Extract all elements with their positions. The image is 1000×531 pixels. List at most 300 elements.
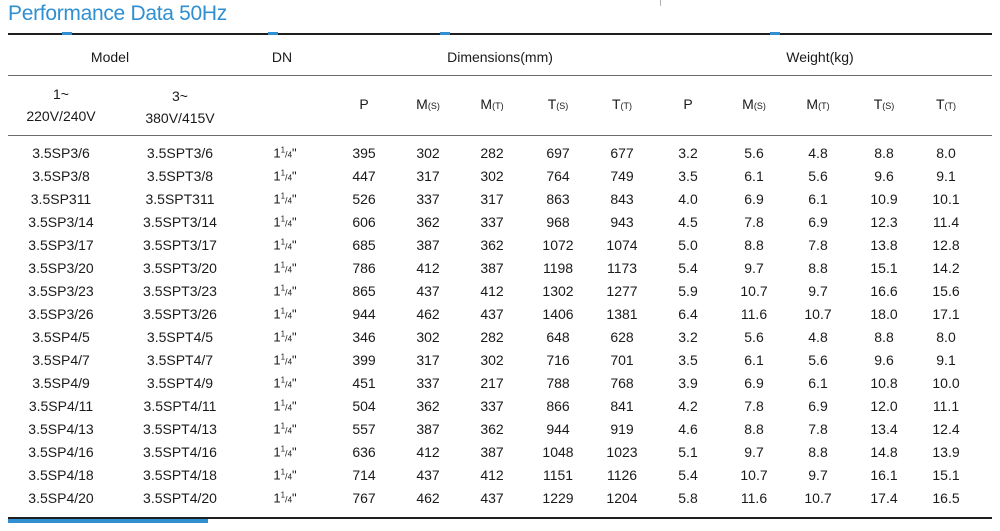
- dimension-cell: 317: [416, 168, 440, 184]
- dimension-cell: 437: [416, 283, 440, 299]
- model-single-phase: 3.5SP3/23: [28, 283, 94, 299]
- model-three-phase: 3.5SPT311: [145, 191, 215, 207]
- weight-cell: 5.6: [808, 168, 828, 184]
- dn-numerator: 1: [280, 329, 286, 339]
- dn-denominator: 4: [287, 449, 293, 459]
- dn-mark: ": [292, 168, 297, 184]
- weight-cell: 10.7: [740, 467, 768, 483]
- three-phase-volts: 380V/415V: [145, 110, 215, 126]
- weight-cell: 4.6: [678, 421, 698, 437]
- subheader-sub: (T): [944, 101, 957, 111]
- dn-slash: /: [285, 333, 288, 344]
- dimension-cell: 866: [546, 398, 570, 414]
- dn-slash: /: [285, 287, 288, 298]
- dn-whole: 1: [273, 191, 281, 207]
- weight-cell: 10.7: [804, 490, 832, 506]
- model-single-phase: 3.5SP3/20: [28, 260, 94, 276]
- dn-value: [273, 146, 296, 161]
- dimension-cell: 636: [352, 444, 376, 460]
- subheader-weight-m-s: [742, 96, 766, 112]
- subheader-main: M: [742, 96, 754, 112]
- weight-cell: 15.6: [932, 283, 960, 299]
- weight-cell: 11.1: [932, 398, 960, 414]
- dn-denominator: 4: [287, 150, 293, 160]
- model-single-phase: 3.5SP4/18: [28, 467, 94, 483]
- dimension-cell: 526: [352, 191, 376, 207]
- weight-cell: 9.7: [808, 467, 828, 483]
- dn-slash: /: [285, 172, 288, 183]
- dimension-cell: 788: [546, 375, 570, 391]
- dimension-cell: 395: [352, 145, 376, 161]
- dn-whole: 1: [273, 168, 281, 184]
- dimension-cell: 1381: [606, 306, 638, 322]
- subheader-main: M: [416, 96, 428, 112]
- dn-numerator: 1: [280, 467, 286, 477]
- weight-cell: 9.7: [744, 260, 764, 276]
- dn-slash: /: [285, 218, 288, 229]
- dn-mark: ": [292, 352, 297, 368]
- model-three-phase: 3.5SPT4/9: [146, 375, 214, 391]
- weight-cell: 5.8: [678, 490, 698, 506]
- weight-cell: 9.7: [744, 444, 764, 460]
- weight-cell: 5.1: [678, 444, 698, 460]
- model-three-phase: 3.5SPT3/23: [143, 283, 217, 299]
- weight-cell: 16.6: [870, 283, 898, 299]
- model-three-phase: 3.5SPT4/11: [143, 398, 217, 414]
- header-separator: [8, 135, 992, 136]
- subheader-main: P: [683, 96, 693, 112]
- weight-cell: 5.6: [808, 352, 828, 368]
- dn-numerator: 1: [280, 237, 286, 247]
- dimension-cell: 1126: [606, 467, 638, 483]
- dn-denominator: 4: [287, 219, 293, 229]
- model-single-phase: 3.5SP4/13: [28, 421, 94, 437]
- dimension-cell: 1072: [542, 237, 574, 253]
- model-three-phase: 3.5SPT3/6: [146, 145, 214, 161]
- dn-whole: 1: [273, 283, 281, 299]
- dimension-cell: 412: [416, 444, 440, 460]
- dimension-cell: 764: [546, 168, 570, 184]
- weight-cell: 8.8: [874, 145, 894, 161]
- weight-cell: 6.1: [744, 168, 764, 184]
- weight-cell: 12.4: [932, 421, 960, 437]
- weight-cell: 3.2: [678, 329, 698, 345]
- subheader-sub: (S): [882, 101, 895, 111]
- model-single-phase: 3.5SP3/14: [28, 214, 94, 230]
- model-three-phase: 3.5SPT4/18: [143, 467, 217, 483]
- dimension-cell: 677: [610, 145, 634, 161]
- dn-denominator: 4: [287, 311, 293, 321]
- subheader-weight-p: [683, 96, 692, 112]
- dimension-cell: 387: [480, 260, 504, 276]
- weight-cell: 8.0: [936, 329, 956, 345]
- weight-cell: 8.8: [808, 260, 828, 276]
- weight-cell: 4.8: [808, 145, 828, 161]
- accent-bar: [8, 519, 208, 523]
- dimension-cell: 362: [480, 421, 504, 437]
- weight-cell: 8.8: [744, 237, 764, 253]
- weight-cell: 17.4: [870, 490, 898, 506]
- weight-cell: 5.4: [678, 467, 698, 483]
- weight-cell: 9.1: [936, 168, 956, 184]
- dn-whole: 1: [273, 375, 281, 391]
- model-three-phase: 3.5SPT3/20: [143, 260, 217, 276]
- dn-denominator: 4: [287, 472, 293, 482]
- subheader-sub: (S): [427, 101, 440, 111]
- single-phase-volts: 220V/240V: [26, 108, 96, 124]
- dimension-cell: 1277: [606, 283, 638, 299]
- dn-slash: /: [285, 310, 288, 321]
- subheader-dim-m-t: [480, 96, 503, 112]
- dn-denominator: 4: [287, 380, 293, 390]
- weight-cell: 16.1: [870, 467, 898, 483]
- model-single-phase: 3.5SP3/17: [28, 237, 94, 253]
- weight-cell: 5.6: [744, 329, 764, 345]
- dimension-cell: 919: [610, 421, 634, 437]
- header-weight: Weight(kg): [786, 49, 854, 65]
- dimension-cell: 944: [352, 306, 376, 322]
- model-single-phase: 3.5SP4/11: [28, 398, 94, 414]
- dn-denominator: 4: [287, 357, 293, 367]
- model-single-phase: 3.5SP4/5: [32, 329, 90, 345]
- model-three-phase: 3.5SPT3/8: [146, 168, 214, 184]
- model-three-phase: 3.5SPT4/20: [143, 490, 217, 506]
- weight-cell: 8.0: [936, 145, 956, 161]
- dn-numerator: 1: [280, 283, 286, 293]
- model-three-phase: 3.5SPT3/17: [143, 237, 217, 253]
- weight-cell: 13.4: [870, 421, 898, 437]
- weight-cell: 8.8: [808, 444, 828, 460]
- model-three-phase: 3.5SPT3/26: [143, 306, 217, 322]
- model-single-phase: 3.5SP4/9: [32, 375, 90, 391]
- dn-value: [273, 445, 296, 460]
- dn-numerator: 1: [280, 421, 286, 431]
- dn-value: [273, 330, 296, 345]
- dn-value: [273, 307, 296, 322]
- dn-denominator: 4: [287, 426, 293, 436]
- dn-value: [273, 215, 296, 230]
- dimension-cell: 399: [352, 352, 376, 368]
- dn-value: [273, 192, 296, 207]
- dn-slash: /: [285, 241, 288, 252]
- dn-slash: /: [285, 264, 288, 275]
- dimension-cell: 337: [416, 191, 440, 207]
- dn-slash: /: [285, 402, 288, 413]
- weight-cell: 14.8: [870, 444, 898, 460]
- dn-denominator: 4: [287, 265, 293, 275]
- dn-whole: 1: [273, 398, 281, 414]
- dn-value: [273, 169, 296, 184]
- dimension-cell: 302: [480, 168, 504, 184]
- dimension-cell: 437: [480, 306, 504, 322]
- dimension-cell: 346: [352, 329, 376, 345]
- dn-numerator: 1: [280, 375, 286, 385]
- dimension-cell: 1229: [542, 490, 574, 506]
- dn-whole: 1: [273, 490, 281, 506]
- dn-slash: /: [285, 494, 288, 505]
- dn-slash: /: [285, 448, 288, 459]
- dimension-cell: 217: [480, 375, 504, 391]
- accent-mark: [770, 32, 780, 35]
- dimension-cell: 628: [610, 329, 634, 345]
- model-single-phase: 3.5SP3/26: [28, 306, 94, 322]
- weight-cell: 12.8: [932, 237, 960, 253]
- header-separator: [8, 75, 992, 76]
- weight-cell: 6.1: [808, 375, 828, 391]
- dimension-cell: 437: [416, 467, 440, 483]
- dimension-cell: 362: [480, 237, 504, 253]
- dimension-cell: 387: [480, 444, 504, 460]
- dn-mark: ": [292, 490, 297, 506]
- dn-numerator: 1: [280, 352, 286, 362]
- weight-cell: 15.1: [870, 260, 898, 276]
- dn-mark: ": [292, 398, 297, 414]
- dimension-cell: 786: [352, 260, 376, 276]
- dn-mark: ": [292, 283, 297, 299]
- weight-cell: 3.5: [678, 168, 698, 184]
- dimension-cell: 302: [480, 352, 504, 368]
- dn-numerator: 1: [280, 398, 286, 408]
- weight-cell: 10.8: [870, 375, 898, 391]
- weight-cell: 15.1: [932, 467, 960, 483]
- subheader-main: T: [547, 96, 557, 112]
- subheader-main: T: [873, 96, 883, 112]
- dimension-cell: 701: [610, 352, 634, 368]
- subheader-weight-m-t: [806, 96, 829, 112]
- dimension-cell: 768: [610, 375, 634, 391]
- weight-cell: 12.0: [870, 398, 898, 414]
- weight-cell: 11.4: [932, 214, 960, 230]
- weight-cell: 7.8: [744, 398, 764, 414]
- dimension-cell: 282: [480, 329, 504, 345]
- dn-mark: ": [292, 260, 297, 276]
- dn-value: [273, 491, 296, 506]
- dimension-cell: 462: [416, 306, 440, 322]
- dimension-cell: 863: [546, 191, 570, 207]
- dn-value: [273, 399, 296, 414]
- dn-whole: 1: [273, 145, 281, 161]
- dn-numerator: 1: [280, 145, 286, 155]
- subheader-dim-p: [359, 96, 368, 112]
- dimension-cell: 557: [352, 421, 376, 437]
- dn-denominator: 4: [287, 196, 293, 206]
- subheader-dim-t-t: [612, 96, 632, 112]
- dn-whole: 1: [273, 421, 281, 437]
- dn-denominator: 4: [287, 173, 293, 183]
- dn-mark: ": [292, 214, 297, 230]
- weight-cell: 8.8: [744, 421, 764, 437]
- dimension-cell: 337: [416, 375, 440, 391]
- dimension-cell: 362: [416, 214, 440, 230]
- weight-cell: 5.4: [678, 260, 698, 276]
- weight-cell: 3.5: [678, 352, 698, 368]
- weight-cell: 18.0: [870, 306, 898, 322]
- dimension-cell: 685: [352, 237, 376, 253]
- dn-denominator: 4: [287, 288, 293, 298]
- dn-mark: ": [292, 191, 297, 207]
- dimension-cell: 1406: [542, 306, 574, 322]
- dn-numerator: 1: [280, 214, 286, 224]
- dimension-cell: 412: [480, 283, 504, 299]
- weight-cell: 7.8: [744, 214, 764, 230]
- accent-mark: [268, 32, 278, 35]
- dn-whole: 1: [273, 214, 281, 230]
- dn-whole: 1: [273, 237, 281, 253]
- dn-denominator: 4: [287, 242, 293, 252]
- weight-cell: 13.9: [932, 444, 960, 460]
- weight-cell: 4.5: [678, 214, 698, 230]
- dimension-cell: 1074: [606, 237, 638, 253]
- dimension-cell: 865: [352, 283, 376, 299]
- accent-mark: [62, 32, 72, 35]
- weight-cell: 6.1: [744, 352, 764, 368]
- model-three-phase: 3.5SPT3/14: [143, 214, 217, 230]
- dimension-cell: 302: [416, 329, 440, 345]
- dimension-cell: 841: [610, 398, 634, 414]
- subheader-dim-m-s: [416, 96, 440, 112]
- dimension-cell: 714: [352, 467, 376, 483]
- weight-cell: 9.6: [874, 352, 894, 368]
- subheader-main: P: [359, 96, 369, 112]
- dn-mark: ": [292, 237, 297, 253]
- dn-numerator: 1: [280, 490, 286, 500]
- dimension-cell: 697: [546, 145, 570, 161]
- dn-slash: /: [285, 425, 288, 436]
- dimension-cell: 749: [610, 168, 634, 184]
- weight-cell: 6.9: [744, 191, 764, 207]
- dimension-cell: 451: [352, 375, 376, 391]
- weight-cell: 10.1: [932, 191, 960, 207]
- weight-cell: 6.9: [808, 398, 828, 414]
- model-single-phase: 3.5SP3/6: [32, 145, 90, 161]
- dn-mark: ": [292, 421, 297, 437]
- dn-mark: ": [292, 467, 297, 483]
- dn-numerator: 1: [280, 306, 286, 316]
- dimension-cell: 944: [546, 421, 570, 437]
- weight-cell: 7.8: [808, 421, 828, 437]
- accent-mark: [440, 32, 450, 35]
- weight-cell: 4.0: [678, 191, 698, 207]
- dn-whole: 1: [273, 352, 281, 368]
- dn-whole: 1: [273, 444, 281, 460]
- three-phase-symbol: 3~: [172, 88, 188, 104]
- dimension-cell: 412: [416, 260, 440, 276]
- weight-cell: 4.8: [808, 329, 828, 345]
- dn-slash: /: [285, 356, 288, 367]
- dimension-cell: 412: [480, 467, 504, 483]
- dimension-cell: 317: [416, 352, 440, 368]
- dimension-cell: 843: [610, 191, 634, 207]
- weight-cell: 6.9: [744, 375, 764, 391]
- weight-cell: 9.7: [808, 283, 828, 299]
- dimension-cell: 387: [416, 237, 440, 253]
- model-three-phase: 3.5SPT4/13: [143, 421, 217, 437]
- dimension-cell: 337: [480, 214, 504, 230]
- dn-numerator: 1: [280, 168, 286, 178]
- weight-cell: 16.5: [932, 490, 960, 506]
- model-single-phase: 3.5SP4/16: [28, 444, 94, 460]
- dn-slash: /: [285, 149, 288, 160]
- dimension-cell: 943: [610, 214, 634, 230]
- model-three-phase: 3.5SPT4/16: [143, 444, 217, 460]
- dn-mark: ": [292, 444, 297, 460]
- weight-cell: 5.9: [678, 283, 698, 299]
- dimension-cell: 302: [416, 145, 440, 161]
- model-single-phase: 3.5SP4/20: [28, 490, 94, 506]
- dimension-cell: 1198: [542, 260, 574, 276]
- header-dn: DN: [271, 49, 293, 65]
- weight-cell: 5.0: [678, 237, 698, 253]
- weight-cell: 14.2: [932, 260, 960, 276]
- dn-mark: ": [292, 306, 297, 322]
- weight-cell: 6.1: [808, 191, 828, 207]
- dimension-cell: 968: [546, 214, 570, 230]
- weight-cell: 9.1: [936, 352, 956, 368]
- dimension-cell: 1048: [542, 444, 574, 460]
- subheader-sub: (T): [620, 101, 633, 111]
- dn-value: [273, 422, 296, 437]
- dn-whole: 1: [273, 306, 281, 322]
- dimension-cell: 606: [352, 214, 376, 230]
- dn-value: [273, 468, 296, 483]
- model-single-phase: 3.5SP3/8: [32, 168, 90, 184]
- weight-cell: 4.2: [678, 398, 698, 414]
- weight-cell: 10.7: [740, 283, 768, 299]
- subheader-sub: (T): [492, 101, 504, 111]
- dimension-cell: 387: [416, 421, 440, 437]
- weight-cell: 10.0: [932, 375, 960, 391]
- header-model: Model: [90, 49, 130, 65]
- dn-slash: /: [285, 195, 288, 206]
- subheader-sub: (S): [753, 101, 766, 111]
- dn-value: [273, 376, 296, 391]
- dn-denominator: 4: [287, 495, 293, 505]
- weight-cell: 11.6: [740, 306, 768, 322]
- subheader-main: T: [935, 96, 945, 112]
- weight-cell: 13.8: [870, 237, 898, 253]
- dn-slash: /: [285, 471, 288, 482]
- dn-mark: ": [292, 375, 297, 391]
- weight-cell: 17.1: [932, 306, 960, 322]
- dimension-cell: 282: [480, 145, 504, 161]
- header-three-phase: [145, 85, 214, 129]
- dn-slash: /: [285, 379, 288, 390]
- weight-cell: 9.6: [874, 168, 894, 184]
- subheader-sub: (T): [818, 101, 830, 111]
- dimension-cell: 317: [480, 191, 504, 207]
- weight-cell: 10.9: [870, 191, 898, 207]
- dn-denominator: 4: [287, 334, 293, 344]
- dn-numerator: 1: [280, 191, 286, 201]
- weight-cell: 7.8: [808, 237, 828, 253]
- dn-denominator: 4: [287, 403, 293, 413]
- single-phase-symbol: 1~: [53, 86, 69, 102]
- dimension-cell: 716: [546, 352, 570, 368]
- dimension-cell: 447: [352, 168, 376, 184]
- dimension-cell: 462: [416, 490, 440, 506]
- model-three-phase: 3.5SPT4/5: [146, 329, 214, 345]
- header-dimensions: Dimensions(mm): [447, 49, 553, 65]
- page-title: Performance Data 50Hz: [8, 2, 227, 25]
- dn-numerator: 1: [280, 444, 286, 454]
- dn-value: [273, 284, 296, 299]
- table-top-rule: [8, 33, 992, 35]
- model-three-phase: 3.5SPT4/7: [146, 352, 214, 368]
- dn-mark: ": [292, 145, 297, 161]
- subheader-main: M: [480, 96, 493, 112]
- subheader-weight-t-t: [936, 96, 956, 112]
- subheader-main: T: [611, 96, 621, 112]
